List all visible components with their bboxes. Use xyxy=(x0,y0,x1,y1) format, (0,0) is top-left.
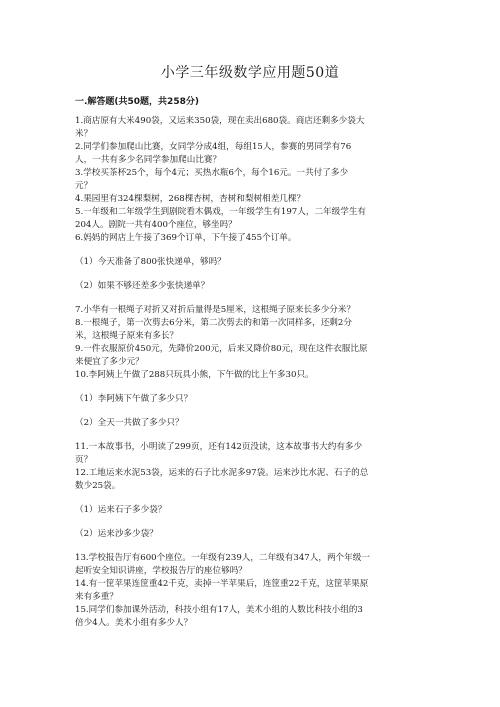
question-line: 11.一本故事书，小明读了299页，还有142页没读，这本故事书大约有多少 xyxy=(75,442,363,452)
question-line: 米，这根绳子原来有多长？ xyxy=(75,331,179,341)
question-line: 来便宜了多少元？ xyxy=(75,357,144,367)
sub-question-line: （2）运来沙多少袋？ xyxy=(75,529,158,539)
question-line: 数少25袋。 xyxy=(75,481,121,491)
question-line: 1.商店原有大米490袋，又运来350袋，现在卖出680袋。商店还剩多少袋大 xyxy=(75,116,365,126)
question-line: 204人。剧院一共有400个座位，够坐吗？ xyxy=(75,220,237,230)
sub-question-line: （1）今天准备了800张快递单，够吗？ xyxy=(75,257,226,267)
question-line: 6.妈妈的网店上午接了369个订单，下午接了455个订单。 xyxy=(75,233,297,243)
question-line: 13.学校报告厅有600个座位。一年级有239人，二年级有347人，两个年级一 xyxy=(75,553,370,563)
section-heading: 一.解答题(共50题，共258分) xyxy=(75,97,199,107)
question-line: 10.李阿姨上午做了288只玩具小熊，下午做的比上午多30只。 xyxy=(75,370,314,380)
question-line: 倍少4人。美术小组有多少人？ xyxy=(75,618,193,628)
question-line: 起听安全知识讲座，学校报告厅的座位够吗？ xyxy=(75,566,247,576)
question-line: 2.同学们参加爬山比赛，女同学分成4组，每组15人，参赛的男同学有76 xyxy=(75,142,352,152)
sub-question-line: （2）如果不够还差多少张快递单？ xyxy=(75,281,210,291)
sub-question-line: （1）李阿姨下午做了多少只？ xyxy=(75,394,193,404)
question-list xyxy=(75,115,430,630)
question-line: 元？ xyxy=(75,181,93,191)
question-line: 12.工地运来水泥53袋，运来的石子比水泥多97袋。运来沙比水泥、石子的总 xyxy=(75,468,369,478)
question-line: 14.有一筐苹果连筐重42千克，卖掉一半苹果后，连筐重22千克，这筐苹果原 xyxy=(75,579,369,589)
question-line: 4.果园里有324棵梨树，268棵杏树，杏树和梨树相差几棵？ xyxy=(75,194,306,204)
question-line: 人，一共有多少名同学参加爬山比赛？ xyxy=(75,155,222,165)
sub-question-line: （1）运来石子多少袋？ xyxy=(75,505,167,515)
question-line: 页？ xyxy=(75,455,93,465)
question-line: 米？ xyxy=(75,129,93,139)
question-line: 7.小华有一根绳子对折又对折后量得是5厘米，这根绳子原来长多少分米？ xyxy=(75,305,356,315)
question-line: 8.一根绳子，第一次剪去6分米，第二次剪去的和第一次同样多，还剩2分 xyxy=(75,318,352,328)
question-line: 3.学校买茶杯25个，每个4元；买热水瓶6个，每个16元。一共付了多少 xyxy=(75,168,349,178)
question-line: 来有多重？ xyxy=(75,592,118,602)
question-line: 9.一件衣服原价450元，先降价200元，后来又降价80元，现在这件衣服比原 xyxy=(75,344,368,354)
question-line: 15.同学们参加课外活动，科技小组有17人，美术小组的人数比科技小组的3 xyxy=(75,605,363,615)
page-title: 小学三年级数学应用题50道 xyxy=(160,65,340,81)
question-line: 5.一年级和二年级学生到剧院看木偶戏，一年级学生有197人，二年级学生有 xyxy=(75,207,367,217)
sub-question-line: （2）全天一共做了多少只？ xyxy=(75,418,184,428)
